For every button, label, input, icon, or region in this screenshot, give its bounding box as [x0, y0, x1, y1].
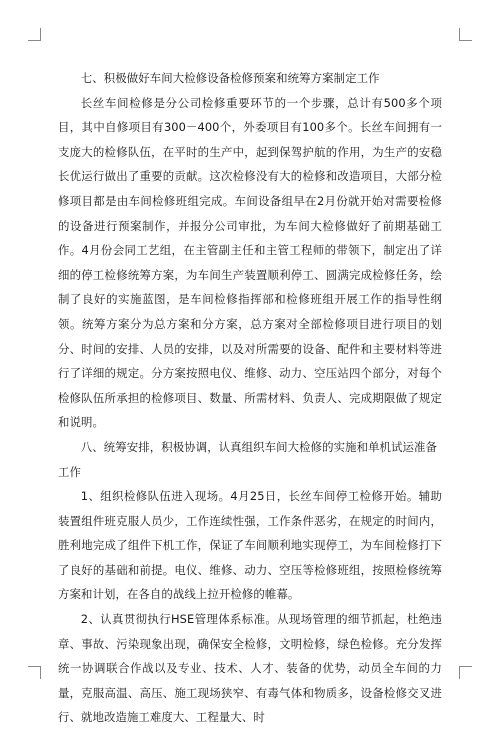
section-heading-7: 七、积极做好车间大检修设备检修预案和统筹方案制定工作 [80, 71, 380, 85]
document-body [58, 66, 442, 730]
paragraph: 长丝车间检修是分公司检修重要环节的一个步骤，总计有500多个项目，其中自修项目有300－400个，外委项目有100多个。长丝车间拥有一支庞大的检修队伍，在平时的生产中，起到保驾护航的作用，为生产的安稳长优运行做出了重要的贡献。这次检修没有大的检修和改造项目，大部分检修项目都是由车间检修班组完成。车间设备组早在2月份就开始对需要检修的设备进行预案制作，并报分公司审批，为车间大检修做好了前期基础工作。4月份会同工艺组，在主管副主任和主管工程师的带领下，制定出了详细的停工检修统筹方案，为车间生产装置顺利停工、圆满完成检修任务，绘制了良好的实施蓝图，是车间检修指挥部和检修班组开展工作的指导性纲领。统筹方案分为总方案和分方案，总方案对全部检修项目进行项目的划分、时间的安排、人员的安排，以及对所需要的设备、配件和主要材料等进行了详细的规定。分方案按照电仪、维修、动力、空压站四个部分，对每个检修队伍所承担的检修项目、数量、所需材料、负责人、完成期限做了规定和说明。 [58, 95, 442, 430]
crop-mark-bottom-left [28, 666, 41, 679]
section-heading-8: 八、统筹安排，积极协调，认真组织车间大检修的实施和单机试运准备工作 [58, 439, 438, 479]
crop-mark-bottom-right [459, 666, 472, 679]
crop-mark-top-right [459, 28, 472, 41]
crop-mark-top-left [28, 28, 41, 41]
paragraph: 2、认真贯彻执行HSE管理体系标准。从现场管理的细节抓起，杜绝违章、事故、污染现象出现，确保安全检修，文明检修，绿色检修。充分发挥统一协调联合作战以及专业、技术、人才、装备的优势，动员全车间的力量，克服高温、高压、施工现场狭窄、有毒气体和物质多，设备检修交叉进行、就地改造施工难度大、工程量大、时 [58, 612, 442, 725]
paragraph: 1、组织检修队伍进入现场。4月25日，长丝车间停工检修开始。辅助装置组件班克服人员少，工作连续性强，工作条件恶劣，在规定的时间内，胜利地完成了组件下机工作，保证了车间顺利地实现停工，为车间检修打下了良好的基础和前提。电仪、维修、动力、空压等检修班组，按照检修统筹方案和计划，在各自的战线上拉开检修的帷幕。 [58, 489, 442, 602]
